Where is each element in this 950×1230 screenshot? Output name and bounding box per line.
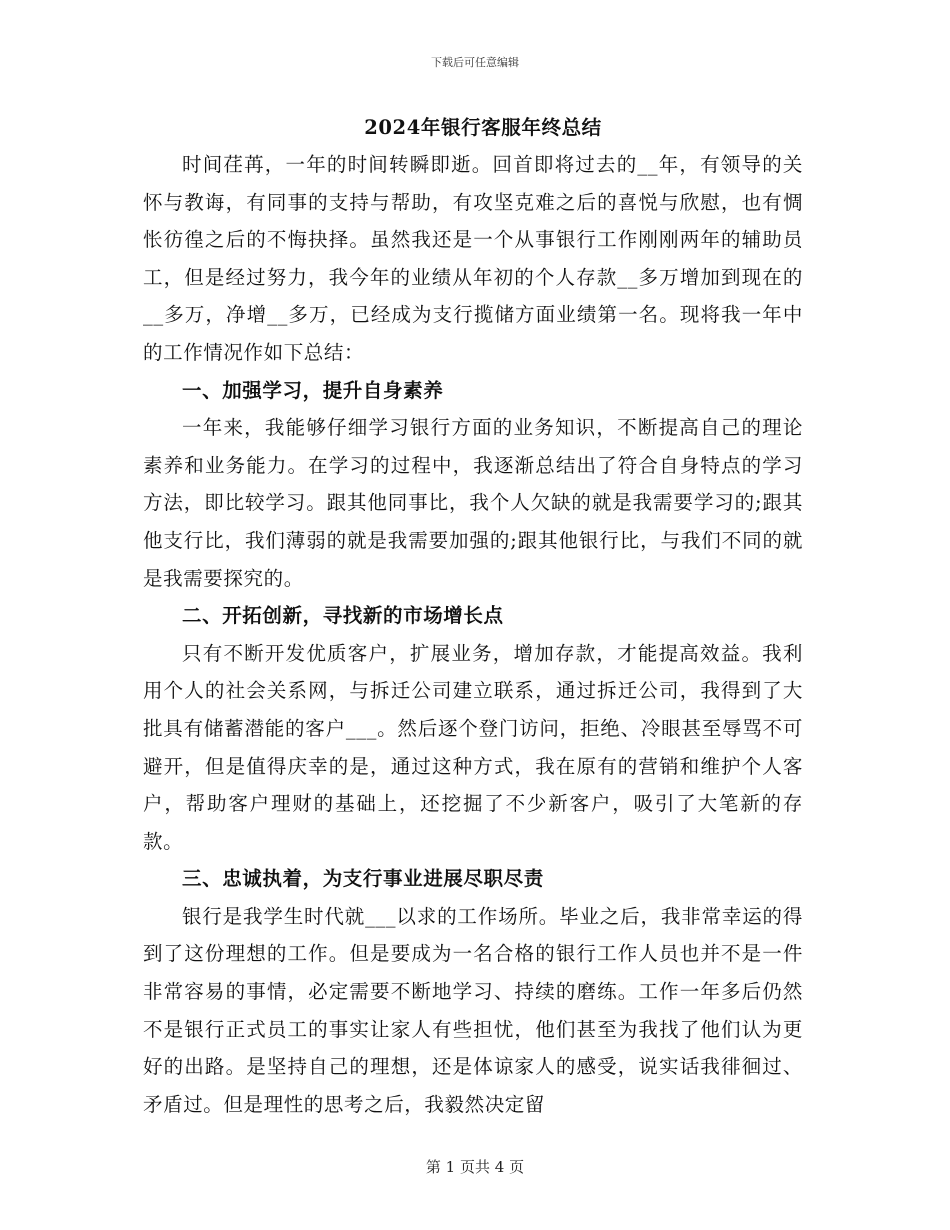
section-heading-1: 一、加强学习，提升自身素养 [182,378,444,402]
section-body-1: 一年来，我能够仔细学习银行方面的业务知识，不断提高自己的理论素养和业务能力。在学习的过程中，我逐渐总结出了符合自身特点的学习方法，即比较学习。跟其他同事比，我个人欠缺的就是我需要学习的;跟其他支行比，我们薄弱的就是我需要加强的;跟其他银行比，与我们不同的就是我需要探究的。 [143,416,803,590]
intro-paragraph: 时间荏苒，一年的时间转瞬即逝。回首即将过去的__年，有领导的关怀与教诲，有同事的支持与帮助，有攻坚克难之后的喜悦与欣慰，也有惆怅彷徨之后的不悔抉择。虽然我还是一个从事银行工作刚刚两年的辅助员工，但是经过努力，我今年的业绩从年初的个人存款__多万增加到现在的__多万，净增__多万，已经成为支行揽储方面业绩第一名。现将我一年中的工作情况作如下总结： [143,153,803,364]
section-heading-3: 三、忠诚执着，为支行事业进展尽职尽责 [182,867,544,891]
section-body-2: 只有不断开发优质客户，扩展业务，增加存款，才能提高效益。我利用个人的社会关系网，与拆迁公司建立联系，通过拆迁公司，我得到了大批具有储蓄潜能的客户___。然后逐个登门访问，拒绝、冷眼甚至辱骂不可避开，但是值得庆幸的是，通过这种方式，我在原有的营销和维护个人客户，帮助客户理财的基础上，还挖掘了不少新客户，吸引了大笔新的存款。 [143,641,803,853]
section-body-3: 银行是我学生时代就___以求的工作场所。毕业之后，我非常幸运的得到了这份理想的工作。但是要成为一名合格的银行工作人员也并不是一件非常容易的事情，必定需要不断地学习、持续的磨练。工作一年多后仍然不是银行正式员工的事实让家人有些担忧，他们甚至为我找了他们认为更好的出路。是坚持自己的理想，还是体谅家人的感受，说实话我徘徊过、矛盾过。但是理性的思考之后，我毅然决定留 [143,904,803,1116]
document-body [143,114,803,1123]
section-heading-2: 二、开拓创新，寻找新的市场增长点 [182,604,504,628]
header-note: 下载后可任意编辑 [431,56,519,69]
page-number: 第 1 页共 4 页 [425,1158,525,1176]
document-title: 2024年银行客服年终总结 [364,116,602,139]
